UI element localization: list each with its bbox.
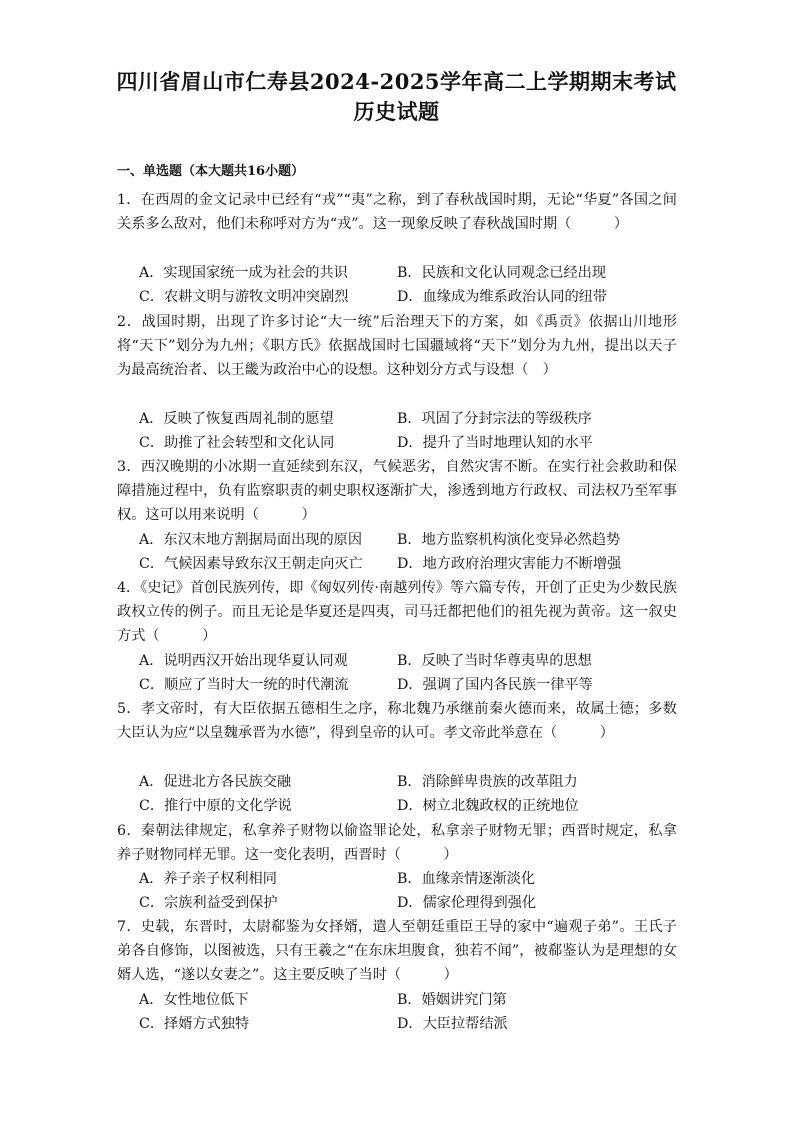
page-subtitle: 历史试题 (353, 99, 440, 124)
question-4-option-a: A．说明西汉开始出现华夏认同观 (139, 653, 348, 669)
question-6-option-b: B．血缘亲情逐渐淡化 (397, 871, 536, 887)
question-3-option-a: A．东汉末地方割据局面出现的原因 (139, 532, 363, 548)
question-2-stem: 2．战国时期，出现了许多讨论“大一统”后治理天下的方案，如《禹贡》依据山川地形将“天下”划分为九州；《职方氏》依据战国时七国疆域将“天下”划分为九州，提出以天子为最高统治者、以王畿为政治中心的设想。这种划分方式与设想（ ） (117, 314, 677, 379)
page-title: 四川省眉山市仁寿县2024-2025学年高二上学期期末考试 (116, 69, 677, 94)
question-2-options (139, 407, 659, 455)
question-3-option-c: C．气候因素导致东汉王朝走向灭亡 (139, 556, 363, 573)
question-5-stem: 5．孝文帝时，有大臣依据五德相生之序，称北魏乃承继前秦火德而来，故属土德；多数大臣认为应“以皇魏承晋为水德”，得到皇帝的认可。孝文帝此举意在（ ） (117, 701, 677, 742)
question-7-option-c: C．择婿方式独特 (139, 1016, 250, 1033)
question-3-stem: 3．西汉晚期的小冰期一直延续到东汉，气候恶劣，自然灾害不断。在实行社会救助和保障措施过程中，负有监察职责的刺史职权逐渐扩大，渗透到地方行政权、司法权乃至军事权。这可以用来说明（ ） (117, 459, 677, 524)
question-4-option-c: C．顺应了当时大一统的时代潮流 (139, 677, 349, 694)
question-5-option-d: D．树立北魏政权的正统地位 (397, 798, 579, 815)
question-1-option-a: A．实现国家统一成为社会的共识 (139, 265, 348, 281)
question-3-options (139, 528, 659, 576)
question-5-option-a: A．促进北方各民族交融 (139, 774, 292, 790)
question-1-stem: 1．在西周的金文记录中已经有“戎”“夷”之称，到了春秋战国时期，无论“华夏”各国之间关系多么敌对，他们未称呼对方为“戎”。这一现象反映了春秋战国时期（ ） (117, 192, 677, 233)
question-6-option-c: C．宗族利益受到保护 (139, 895, 278, 912)
question-4-option-d: D．强调了国内各民族一律平等 (397, 677, 593, 694)
question-4-option-b: B．反映了当时华尊夷卑的思想 (397, 653, 592, 669)
question-7-option-b: B．婚姻讲究门第 (397, 992, 507, 1008)
question-5-option-b: B．消除鲜卑贵族的改革阻力 (397, 774, 578, 790)
question-1-option-c: C．农耕文明与游牧文明冲突剧烈 (139, 289, 349, 306)
section-heading: 一、单选题（本大题共16小题） (117, 164, 305, 179)
question-2-option-a: A．反映了恢复西周礼制的愿望 (139, 411, 334, 427)
question-2-option-d: D．提升了当时地理认知的水平 (397, 435, 593, 452)
question-3-option-d: D．地方政府治理灾害能力不断增强 (397, 556, 622, 573)
question-6-options (139, 867, 659, 915)
question-6-stem: 6．秦朝法律规定，私拿养子财物以偷盗罪论处，私拿亲子财物无罪；西晋时规定，私拿养子财物同样无罪。这一变化表明，西晋时（ ） (117, 823, 677, 864)
question-6-option-a: A．养子亲子权利相同 (139, 871, 277, 887)
question-3-option-b: B．地方监察机构演化变异必然趋势 (397, 532, 621, 548)
question-2-option-c: C．助推了社会转型和文化认同 (139, 435, 335, 452)
question-7-options (139, 988, 659, 1036)
question-7-option-a: A．女性地位低下 (139, 992, 249, 1008)
question-4-options (139, 649, 659, 697)
question-4-stem: 4．《史记》首创民族列传，即《匈奴列传·南越列传》等六篇专传，开创了正史为少数民族政权立传的例子。而且无论是华夏还是四夷，司马迁都把他们的祖先视为黄帝。这一叙史方式（ ） (117, 580, 677, 645)
question-1-options (139, 261, 659, 309)
question-5-option-c: C．推行中原的文化学说 (139, 798, 292, 815)
question-1-option-d: D．血缘成为维系政治认同的纽带 (397, 289, 608, 306)
question-5-options (139, 770, 659, 818)
question-1-option-b: B．民族和文化认同观念已经出现 (397, 265, 607, 281)
question-6-option-d: D．儒家伦理得到强化 (397, 895, 537, 912)
question-2-option-b: B．巩固了分封宗法的等级秩序 (397, 411, 592, 427)
question-7-stem: 7．史载，东晋时，太尉郗鉴为女择婿，遣人至朝廷重臣王导的家中“遍观子弟”。王氏子弟各自修饰，以图被选，只有王羲之“在东床坦腹食，独若不闻”，被郗鉴认为是理想的女婿人选，“遂以女妻之”。这主要反映了当时（ ） (117, 919, 677, 984)
question-7-option-d: D．大臣拉帮结派 (397, 1016, 508, 1033)
